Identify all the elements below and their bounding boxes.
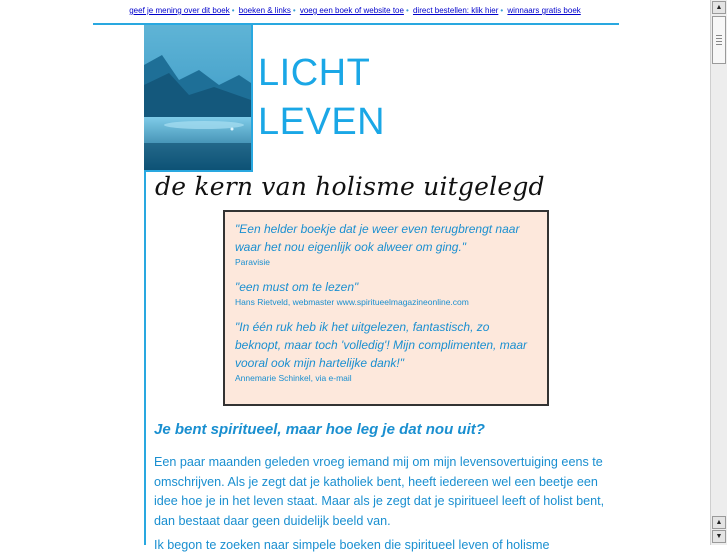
site-tagline: de kern van holisme uitgelegd	[155, 172, 545, 201]
nav-link-books-links[interactable]: boeken & links	[238, 6, 291, 15]
testimonial-text: "een must om te lezen"	[235, 280, 359, 294]
testimonial-source: Hans Rietveld, webmaster www.spiritueelmagazineonline.com	[235, 297, 469, 307]
testimonial-source: Annemarie Schinkel, via e-mail	[235, 373, 352, 383]
scrollbar-thumb[interactable]	[712, 16, 726, 64]
nav-link-feedback[interactable]: geef je mening over dit boek	[129, 6, 230, 15]
nav-link-winners[interactable]: winnaars gratis boek	[507, 6, 581, 15]
testimonial-text: "In één ruk heb ik het uitgelezen, fantastisch, zo beknopt, maar toch 'volledig'! Mijn complimenten, maar vooral ook mijn hartelijke dank!"	[235, 320, 528, 370]
intro-paragraph: Een paar maanden geleden vroeg iemand mij om mijn levensovertuiging eens te omschrijven. Als je zegt dat je katholiek bent, heeft iedereen wel een beetje een idee hoe je in het leven staat. Maar als je zegt dat je spiritueel leeft of holist bent, dan bestaat daar geen duidelijk beeld van.	[154, 455, 605, 528]
site-title-leven: LEVEN	[258, 101, 386, 143]
nav-separator: •	[231, 6, 235, 15]
testimonial	[235, 318, 537, 384]
top-navigation	[0, 6, 710, 15]
nav-separator: •	[292, 6, 296, 15]
site-title-licht: LICHT	[258, 52, 371, 94]
second-paragraph: Ik begon te zoeken naar simpele boeken die spiritueel leven of holisme	[154, 538, 550, 552]
testimonial-source: Paravisie	[235, 257, 270, 267]
header-landscape-photo	[144, 25, 253, 172]
arrow-down-icon[interactable]: ▼	[712, 530, 726, 543]
testimonial-text: "Een helder boekje dat je weer even terugbrengt naar waar het nou eigenlijk ook alweer om ging."	[235, 222, 520, 254]
testimonial	[235, 220, 537, 268]
nav-separator: •	[500, 6, 504, 15]
section-heading: Je bent spiritueel, maar hoe leg je dat nou uit?	[154, 421, 485, 438]
testimonials-box	[223, 210, 549, 406]
nav-separator: •	[405, 6, 409, 15]
vertical-scrollbar[interactable]	[710, 0, 727, 545]
grip-icon	[716, 35, 722, 45]
nav-link-order[interactable]: direct bestellen: klik hier	[412, 6, 499, 15]
arrow-up-icon[interactable]: ▲	[712, 1, 726, 14]
arrow-up-icon[interactable]: ▲	[712, 516, 726, 529]
testimonial	[235, 278, 537, 308]
nav-link-add-book[interactable]: voeg een boek of website toe	[299, 6, 404, 15]
